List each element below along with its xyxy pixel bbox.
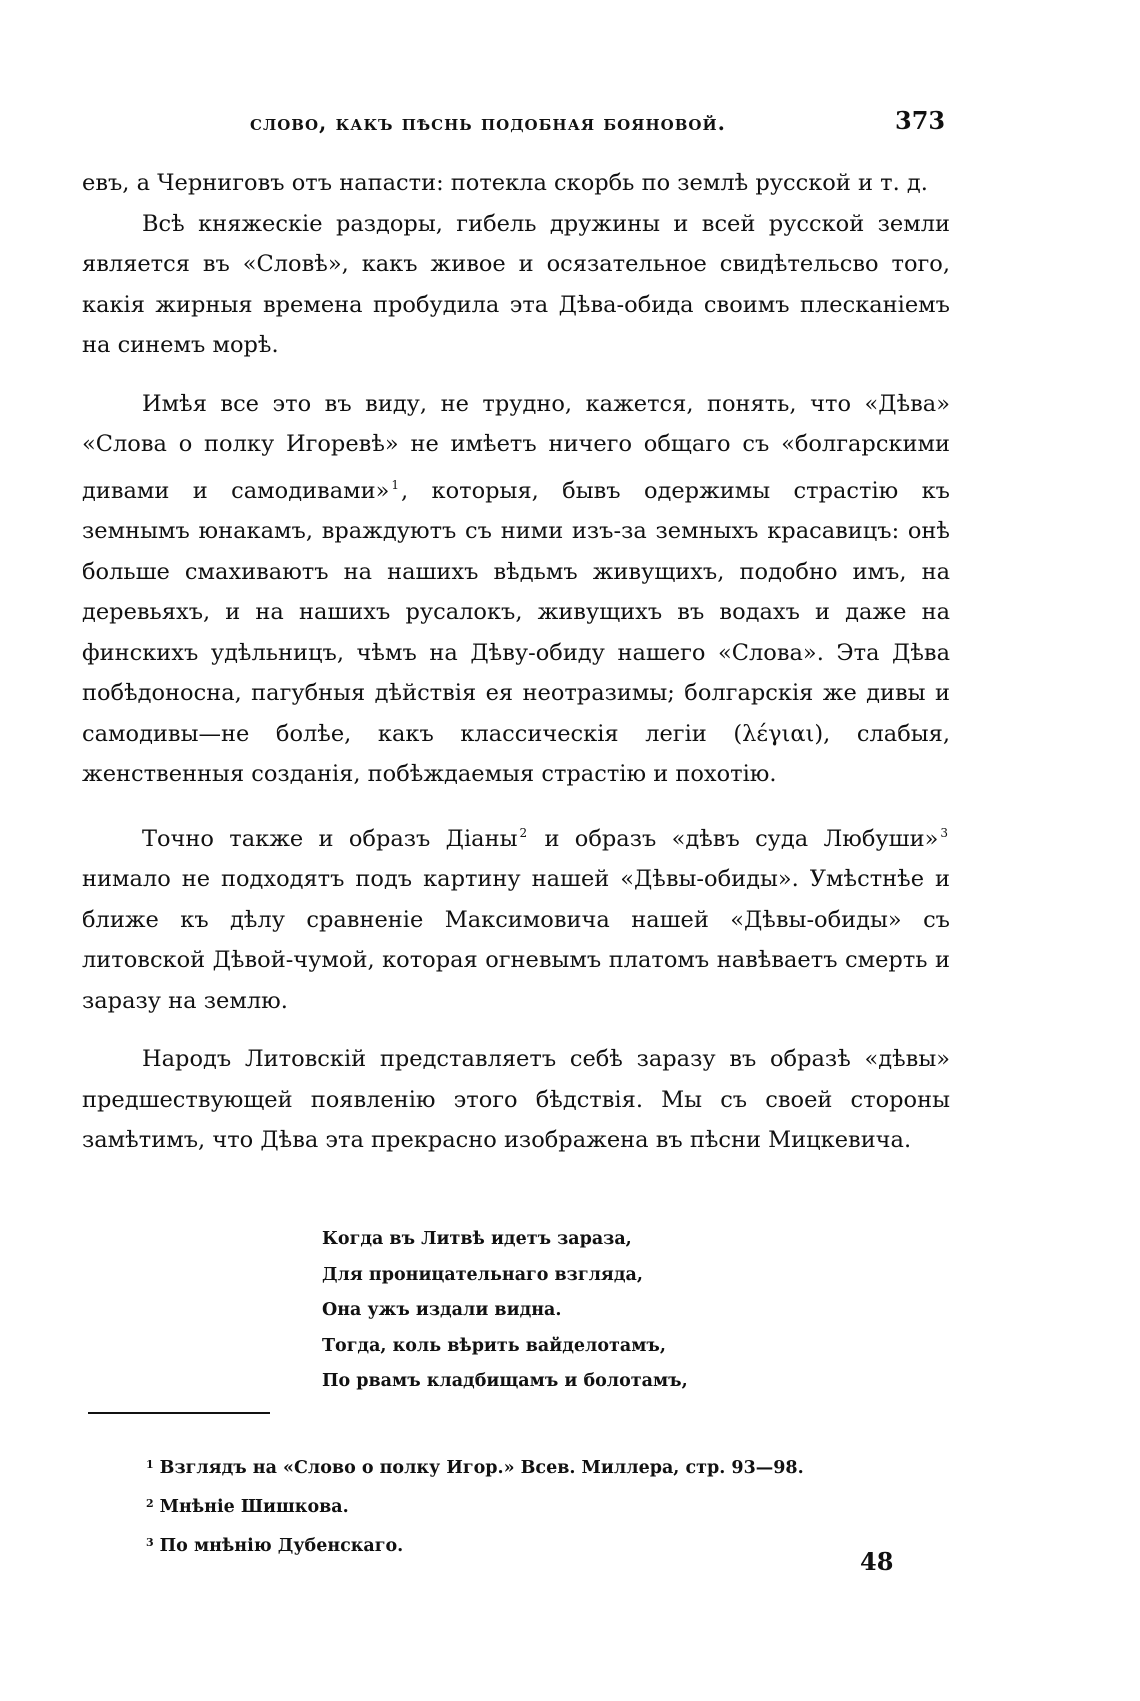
- paragraph-4-part-b: и образъ «дѣвъ суда Любуши»: [529, 825, 939, 852]
- poem-excerpt: [322, 1222, 688, 1400]
- paragraph-5: Народъ Литовскій представляетъ себѣ заразу въ образѣ «дѣвы» предшествующей появленію этого бѣдствія. Мы съ своей стороны замѣтимъ, что Дѣва эта прекрасно изображена въ пѣсни Мицкевича.: [82, 1046, 950, 1153]
- footnote-1: [146, 1447, 804, 1486]
- footnote-ref-1: 1: [391, 477, 400, 492]
- paragraph-4: [82, 813, 950, 1022]
- footnote-text: Взглядъ на «Слово о полку Игор.» Всев. Миллера, стр. 93—98.: [159, 1458, 804, 1478]
- page-header: [0, 106, 1140, 150]
- paragraph-3: [82, 384, 950, 795]
- footnote-ref-2: 2: [519, 825, 528, 840]
- paragraph-4-part-c: нимало не подходятъ подъ картину нашей «Дѣвы-обиды». Умѣстнѣе и ближе къ дѣлу сравненіе Максимовича нашей «Дѣвы-обиды» съ литовской Дѣвой-чумой, которая огневымъ платомъ навѣваетъ смерть и заразу на землю.: [82, 866, 950, 1014]
- footnote-ref-3: 3: [940, 825, 948, 840]
- footnote-text: По мнѣнію Дубенскаго.: [159, 1536, 404, 1556]
- paragraph-4-part-a: Точно также и образъ Діаны: [142, 825, 518, 852]
- footnote-mark: 3: [146, 1536, 154, 1549]
- poem-line: Для проницательнаго взгляда,: [322, 1264, 643, 1285]
- footnote-2: [146, 1486, 804, 1525]
- signature-mark: 48: [860, 1547, 894, 1576]
- running-title: слово, какъ пѣснь подобная бояновой.: [250, 110, 726, 135]
- paragraph-3-part-b: , которыя, бывъ одержимы страстію къ земнымъ юнакамъ, враждуютъ съ ними изъ-за земныхъ красавицъ: онѣ больше смахиваютъ на нашихъ вѣдьмъ живущихъ, подобно имъ, на деревьяхъ, и на нашихъ русалокъ, живущихъ въ водахъ и даже на финскихъ удѣльницъ, чѣмъ на Дѣву-обиду нашего «Слова». Эта Дѣва побѣдоносна, пагубныя дѣйствія ея неотразимы; болгарскія же дивы и самодивы—не болѣе, какъ классическія легіи (λέγιαι), слабыя, женственныя созданія, побѣждаемыя страстію и похотію.: [82, 477, 950, 787]
- footnote-divider: [88, 1412, 270, 1414]
- poem-line: Когда въ Литвѣ идетъ зараза,: [322, 1229, 632, 1249]
- footnote-mark: 1: [146, 1458, 154, 1471]
- paragraph-2: Всѣ княжескіе раздоры, гибель дружины и всей русской земли является въ «Словѣ», какъ живое и осязательное свидѣтельсво того, какія жирныя времена пробудила эта Дѣва-обида своимъ плесканіемъ на синемъ морѣ.: [82, 210, 950, 358]
- paragraph-1: евъ, а Черниговъ отъ напасти: потекла скорбь по землѣ русской и т. д.: [82, 170, 928, 196]
- main-text: [82, 163, 950, 1161]
- paragraph-3-part-a: Имѣя все это въ виду, не трудно, кажется, понять, что «Дѣва» «Слова о полку Игоревѣ» не имѣетъ ничего общаго съ «болгарскими дивами и самодивами»: [82, 390, 950, 504]
- footnotes: [146, 1447, 804, 1564]
- poem-line: Тогда, коль вѣрить вайделотамъ,: [322, 1335, 666, 1356]
- footnote-3: [146, 1525, 804, 1564]
- footnote-mark: 2: [146, 1497, 154, 1510]
- poem-line: Она ужъ издали видна.: [322, 1300, 562, 1320]
- poem-line: По рвамъ кладбищамъ и болотамъ,: [322, 1371, 688, 1391]
- page-number: 373: [895, 106, 946, 135]
- footnote-text: Мнѣніе Шишкова.: [159, 1497, 349, 1517]
